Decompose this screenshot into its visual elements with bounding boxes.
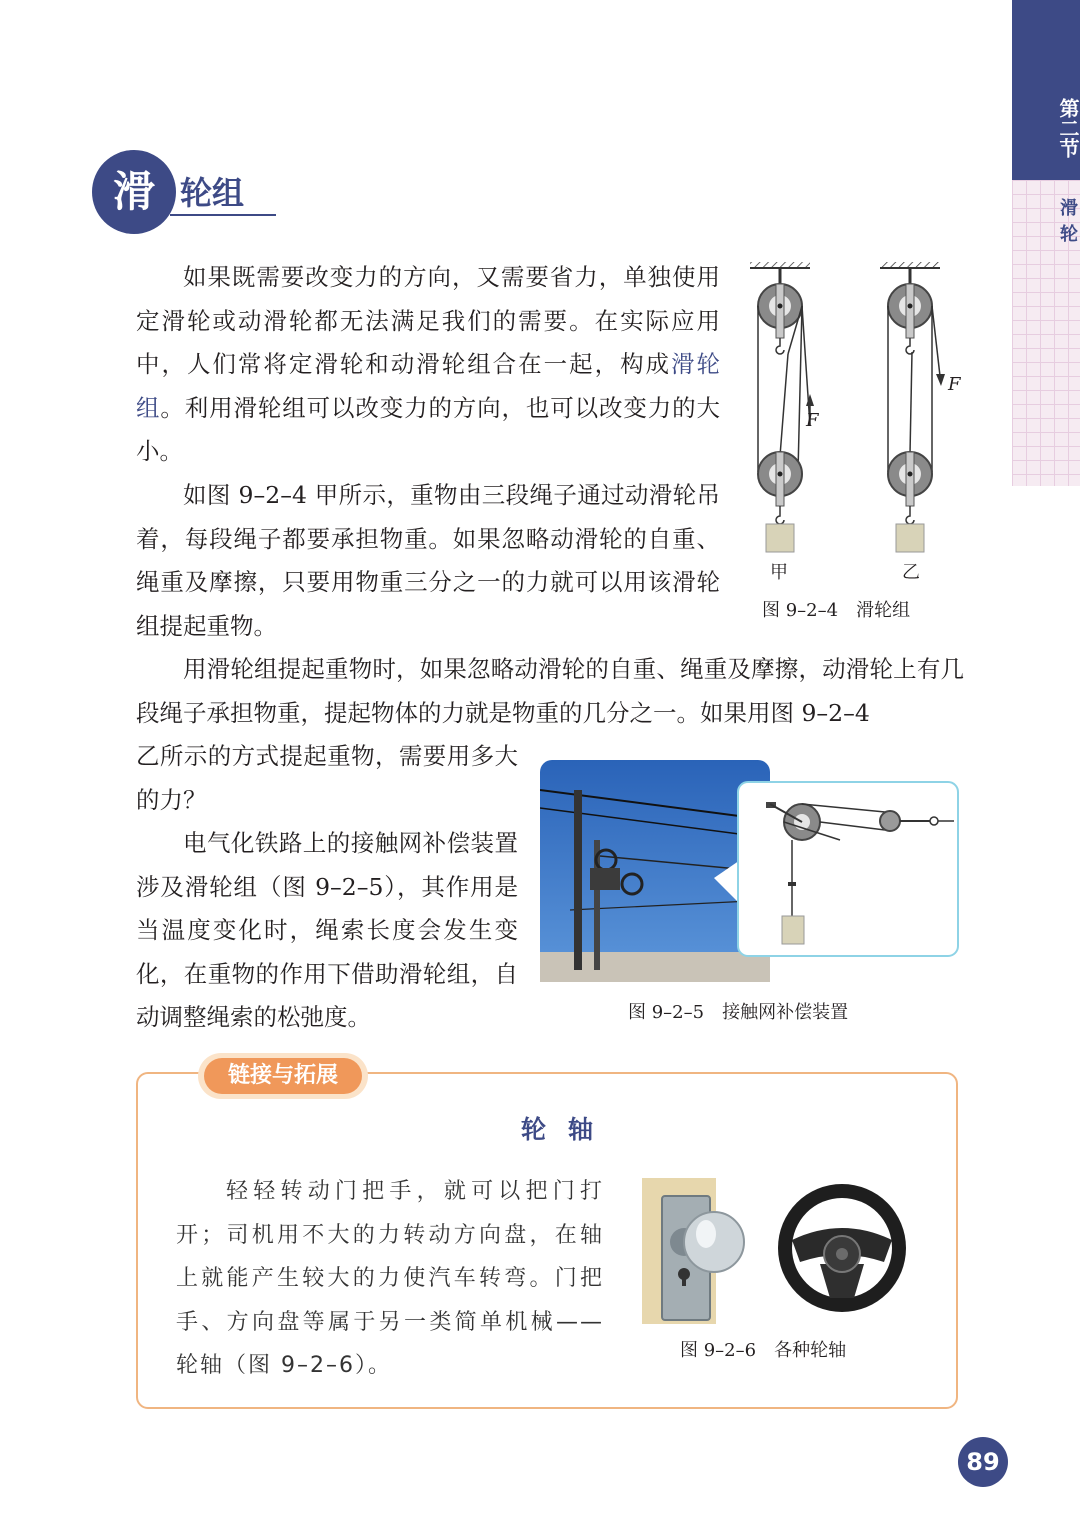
page-number: 89: [958, 1437, 1008, 1487]
figure-9-2-4-caption: 图 9–2–4 滑轮组: [762, 600, 911, 621]
heading-first-char: 滑: [112, 167, 155, 216]
wheel-axle-figure: [640, 1176, 940, 1326]
paragraph-3b: 乙所示的方式提起重物，需要用多大的力？: [136, 742, 518, 814]
paragraph-1: 如果既需要改变力的方向，又需要省力，单独使用定滑轮或动滑轮都无法满足我们的需要。在实际应用中，人们常将定滑轮和动滑轮组合在一起，构成滑轮组。利用滑轮组可以改变力的方向，也可以改变力的大小。: [136, 263, 721, 465]
paragraph-4: 电气化铁路上的接触网补偿装置涉及滑轮组（图 9–2–5），其作用是当温度变化时，绳索长度会发生变化，在重物的作用下借助滑轮组，自动调整绳索的松弛度。: [136, 829, 518, 1031]
force-label-jia: F: [806, 410, 819, 431]
section-title: 轮组: [180, 174, 245, 212]
label-jia: 甲: [770, 562, 788, 583]
extension-text: 轻轻转动门把手，就可以把门打开；司机用不大的力转动方向盘，在轴上就能产生较大的力使汽车转弯。门把手、方向盘等属于另一类简单机械——轮轴（图 9–2–6）。: [176, 1179, 604, 1378]
heading-underline: [170, 214, 276, 216]
door-knob-illustration: [642, 1178, 744, 1324]
figure-9-2-5-caption: 图 9–2–5 接触网补偿装置: [628, 1002, 849, 1023]
pulley-yi: [880, 262, 945, 552]
steering-wheel-illustration: [778, 1184, 906, 1312]
label-yi: 乙: [902, 562, 920, 583]
figure-9-2-6-caption: 图 9–2–6 各种轮轴: [680, 1340, 847, 1361]
pulley-jia: [750, 262, 814, 552]
force-label-yi: F: [948, 374, 961, 395]
chapter-tab-topic: 滑轮: [1057, 198, 1078, 250]
extension-tag: 链接与拓展: [204, 1058, 362, 1094]
extension-title: 轮轴: [520, 1115, 615, 1144]
pulley-block-diagram: [740, 256, 990, 556]
paragraph-3a: 用滑轮组提起重物时，如果忽略动滑轮的自重、绳重及摩擦，动滑轮上有几段绳子承担物重，提起物体的力就是物重的几分之一。如果用图 9–2–4: [136, 655, 964, 727]
keyword-pulley-block: 滑轮组: [136, 350, 721, 422]
catenary-compensation-figure: [540, 760, 962, 982]
catenary-inset-diagram: [738, 782, 958, 956]
paragraph-2: 如图 9–2–4 甲所示，重物由三段绳子通过动滑轮吊着，每段绳子都要承担物重。如果忽略动滑轮的自重、绳重及摩擦，只要用物重三分之一的力就可以用该滑轮组提起重物。: [136, 481, 720, 640]
chapter-tab-section: 第二节: [1056, 98, 1080, 158]
